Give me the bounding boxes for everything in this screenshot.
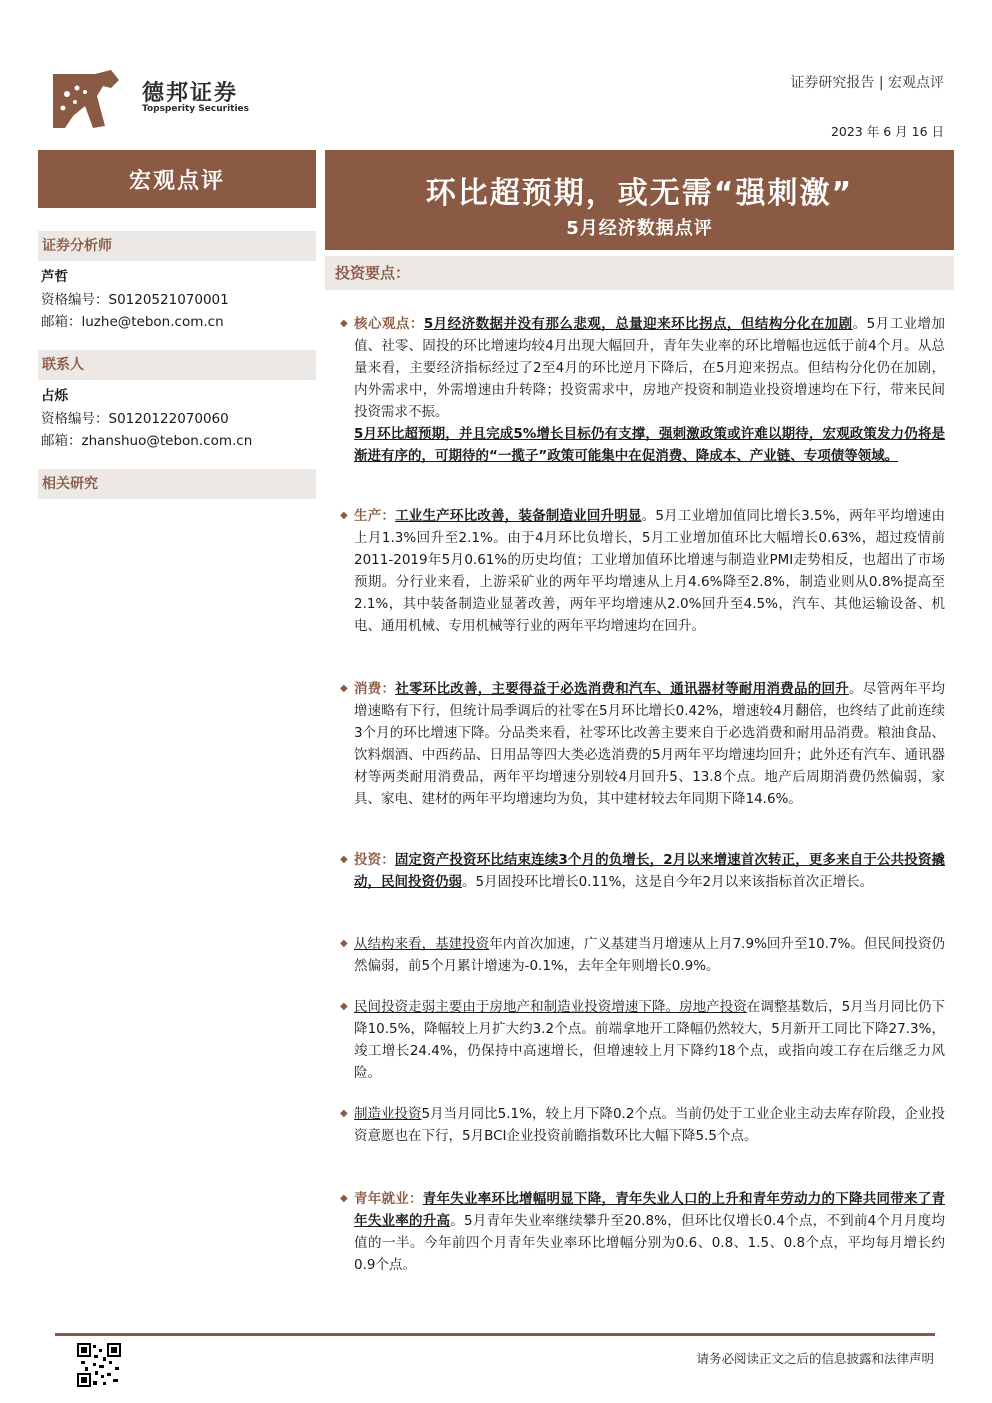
analyst-cert: 资格编号：S0120521070001 (41, 292, 229, 308)
brand-name-cn: 德邦证券 (142, 81, 239, 106)
contact-name: 占烁 (41, 388, 68, 404)
highlight-text: 工业生产环比改善，装备制造业回升明显 (395, 508, 642, 524)
report-title: 环比超预期，或无需“强刺激” (425, 176, 854, 211)
lead-label: 核心观点： (354, 316, 424, 332)
legal-disclaimer: 请务必阅读正文之后的信息披露和法律声明 (696, 1351, 934, 1366)
bullet-icon: ◆ (340, 683, 348, 694)
bullet-icon: ◆ (340, 1108, 348, 1119)
paragraph-consumption (340, 678, 945, 810)
body-text: 。5月工业增加值、社零、固投的环比增速均较4月出现大幅回升，青年失业率的环比增幅也远低于前4个月。从总量来看，主要经济指标经过了2至4月的环比逆月下降后，在5月迎来拐点。但结构分化仍在加剧，内外需求中，外需增速由升转降；投资需求中，房地产投资和制造业投资增速均在下行，带来民间投资需求不振。 (354, 316, 945, 420)
contact-heading: 联系人 (38, 350, 316, 380)
paragraph-investment (340, 849, 945, 893)
highlight-text: 5月环比超预期，并且完成5%增长目标仍有支撑，强刺激政策或许难以期待，宏观政策发力仍将是渐进有序的，可期待的“一揽子”政策可能集中在促消费、降成本、产业链、专项债等领域。 (354, 426, 945, 464)
qr-code-icon[interactable] (77, 1343, 121, 1387)
report-category-banner: 宏观点评 (38, 150, 316, 208)
body-text: 。5月青年失业率继续攀升至20.8%，但环比仅增长0.4个点，不到前4个月月度均值的一半。今年前四个月青年失业率环比增幅分别为0.6、0.8、1.5、0.8个点，平均每月增长约0.9个点。 (354, 1213, 945, 1273)
underlined-text: 民间投资走弱主要由于房地产和制造业投资增速下降。房地产投资 (354, 999, 747, 1015)
highlight-text: 固定资产投资环比结束连续3个月的负增长，2月以来增速首次转正，更多来自于公共投资撬动，民间投资仍弱 (354, 852, 946, 890)
footer-divider (55, 1333, 935, 1336)
highlight-text: 社零环比改善，主要得益于必选消费和汽车、通讯器材等耐用消费品的回升 (395, 681, 849, 697)
body-text: 。尽管两年平均增速略有下行，但统计局季调后的社零在5月环比增长0.42%，增速较4月翻倍，也终结了此前连续3个月的环比增速下降。分品类来看，社零环比改善主要来自于必选消费和耐用品消费。粮油食品、饮料烟酒、中西药品、日用品等四大类必选消费的5月两年平均增速均回升；此外还有汽车、通讯器材等两类耐用消费品，两年平均增速分别较4月回升5、13.8个点。地产后周期消费仍然偏弱，家具、家电、建材的两年平均增速均为负，其中建材较去年同期下降14.6%。 (354, 681, 945, 807)
underlined-text: 制造业投资 (354, 1106, 422, 1122)
analyst-email[interactable]: 邮箱：luzhe@tebon.com.cn (41, 314, 224, 330)
brand-name-en: Topsperity Securities (142, 104, 249, 114)
body-text: 。5月固投环比增长0.11%，这是自今年2月以来该指标首次正增长。 (462, 874, 874, 890)
body-text: 年内首次加速，广义基建当月增速从上月7.9%回升至10.7%。但民间投资仍然偏弱，前5个月累计增速为-0.1%，去年全年则增长0.9%。 (354, 936, 946, 974)
paragraph-manufacturing (340, 1103, 945, 1147)
company-logo (45, 66, 123, 134)
analyst-name: 芦哲 (41, 269, 68, 285)
bullet-icon: ◆ (340, 854, 348, 865)
highlight-text: 5月经济数据并没有那么悲观，总量迎来环比拐点，但结构分化在加剧 (423, 316, 853, 332)
bullet-icon: ◆ (340, 510, 348, 521)
title-banner (325, 150, 954, 250)
related-research-heading: 相关研究 (38, 469, 316, 499)
contact-cert: 资格编号：S0120122070060 (41, 411, 229, 427)
analyst-heading: 证券分析师 (38, 231, 316, 261)
paragraph-real-estate (340, 996, 945, 1084)
report-subtitle: 5月经济数据点评 (566, 218, 713, 239)
report-date: 2023 年 6 月 16 日 (830, 124, 944, 139)
underlined-text: 从结构来看，基建投资 (354, 936, 490, 952)
body-text: 。5月工业增加值同比增长3.5%，两年平均增速由上月1.3%回升至2.1%。由于4月环比负增长，5月工业增加值环比大幅增长0.63%，超过疫情前2011-2019年5月0.61%的历史均值；工业增加值环比增速与制造业PMI走势相反，也超出了市场预期。分行业来看，上游采矿业的两年平均增速从上月4.6%降至2.8%，制造业则从0.8%提高至2.1%，其中装备制造业显著改善，两年平均增速从2.0%回升至4.5%，汽车、其他运输设备、机电、通用机械、专用机械等行业的两年平均增速均在回升。 (354, 508, 945, 634)
lead-label: 消费： (354, 681, 396, 697)
lead-label: 生产： (354, 508, 396, 524)
paragraph-production (340, 505, 945, 637)
body-text: 5月当月同比5.1%，较上月下降0.2个点。当前仍处于工业企业主动去库存阶段，企业投资意愿也在下行，5月BCI企业投资前瞻指数环比大幅下降5.5个点。 (354, 1106, 946, 1144)
body-text: 在调整基数后，5月当月同比仍下降10.5%，降幅较上月扩大约3.2个点。前端拿地开工降幅仍然较大，5月新开工同比下降27.3%，竣工增长24.4%，仍保持中高速增长，但增速较上月下降约18个点，或指向竣工存在后继乏力风险。 (354, 999, 946, 1081)
paragraph-core-view (340, 313, 945, 467)
lead-label: 青年就业： (354, 1191, 423, 1207)
highlight-text: 青年失业率环比增幅明显下降，青年失业人口的上升和青年劳动力的下降共同带来了青年失业率的升高 (354, 1191, 945, 1229)
key-points-heading: 投资要点： (325, 256, 954, 290)
bullet-icon: ◆ (340, 1001, 348, 1012)
report-type: 证券研究报告 | 宏观点评 (790, 75, 944, 91)
lead-label: 投资： (354, 852, 395, 868)
bullet-icon: ◆ (340, 1193, 348, 1204)
paragraph-infrastructure (340, 933, 945, 977)
bullet-icon: ◆ (340, 938, 348, 949)
paragraph-youth-employment (340, 1188, 945, 1276)
bullet-icon: ◆ (340, 318, 348, 329)
contact-email[interactable]: 邮箱：zhanshuo@tebon.com.cn (41, 433, 253, 449)
